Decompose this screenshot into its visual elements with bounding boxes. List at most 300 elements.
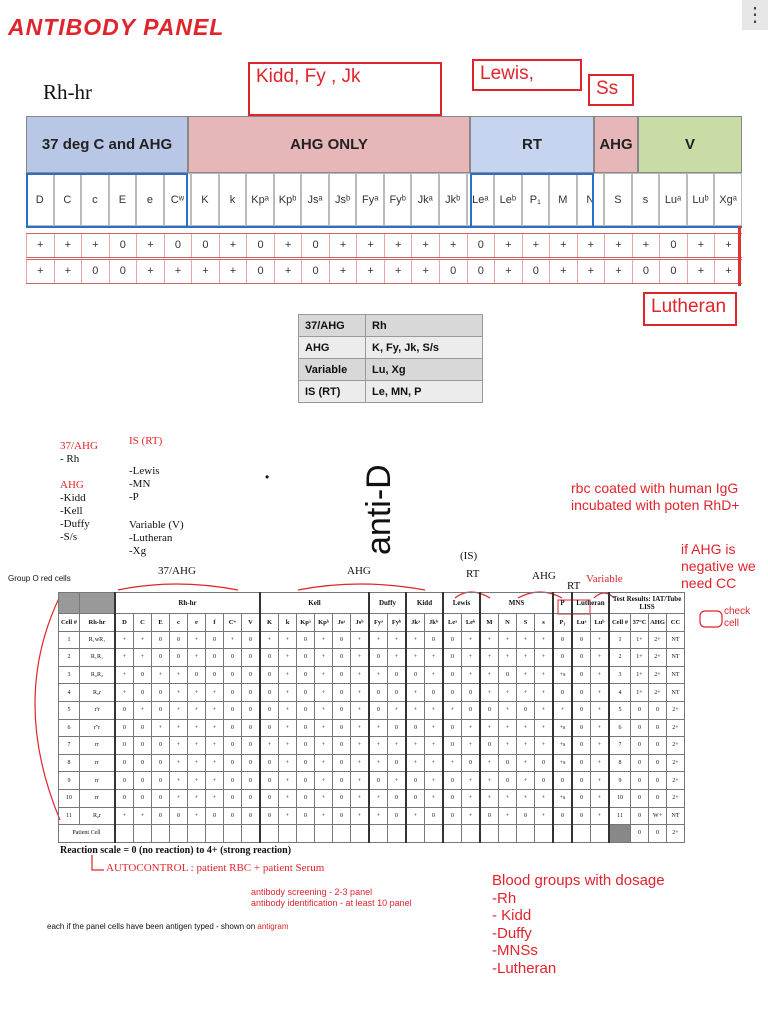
antigen-header: V xyxy=(242,614,261,632)
antigram-cell: + xyxy=(462,789,481,807)
antigram-cell: + xyxy=(115,631,134,649)
antigen-value-cell: + xyxy=(274,234,302,257)
antigram-cell: 0 xyxy=(206,649,224,667)
empty-cell xyxy=(297,825,315,843)
antigram-cell: 0 xyxy=(242,789,261,807)
antigram-cell: 0 xyxy=(260,649,279,667)
antigram-cell: + xyxy=(499,807,517,825)
antigram-cell: + xyxy=(188,684,206,702)
antigram-cell: 0 xyxy=(297,754,315,772)
table-row xyxy=(59,719,685,737)
antigen-value-cell: + xyxy=(687,260,715,283)
antigram-cell: 0 xyxy=(535,772,554,790)
antigen-value-cell: + xyxy=(549,260,577,283)
antigen-header: AHG xyxy=(649,614,667,632)
antigen-cell: K xyxy=(191,173,219,226)
antigram-cell: + xyxy=(188,737,206,755)
antigram-cell: + xyxy=(425,701,444,719)
antigram-cell: + xyxy=(517,631,535,649)
antigram-cell: 0 xyxy=(553,807,572,825)
antigen-cell: Leᵇ xyxy=(494,173,522,226)
antigram-cell: 0 xyxy=(480,807,499,825)
antigen-value-cell: + xyxy=(329,234,357,257)
group-rh-hr: Rh-hr xyxy=(115,593,260,614)
antigram-cell: + xyxy=(369,737,388,755)
antigram-cell: 0 xyxy=(517,807,535,825)
summary-key: Variable xyxy=(299,359,366,381)
antigram-cell: 10 xyxy=(59,789,80,807)
antigen-header: Cʷ xyxy=(224,614,242,632)
antigram-cell: 0 xyxy=(260,666,279,684)
antigram-cell: 0 xyxy=(443,719,462,737)
antigram-cell: + xyxy=(369,631,388,649)
antigram-cell: + xyxy=(591,754,610,772)
antigram-cell: + xyxy=(279,701,297,719)
antigen-value-cell: + xyxy=(384,260,412,283)
patient-result: 2+ xyxy=(667,825,685,843)
empty-cell xyxy=(369,825,388,843)
antigram-cell: + xyxy=(279,666,297,684)
antigram-cell: 2+ xyxy=(667,719,685,737)
antigen-header: Jsᵃ xyxy=(333,614,351,632)
antigram-cell: 0 xyxy=(297,684,315,702)
antigen-value-cell: + xyxy=(604,260,632,283)
antigram-cell: 0 xyxy=(152,789,170,807)
antigram-cell: 0 xyxy=(224,789,242,807)
antigram-cell: W+ xyxy=(649,807,667,825)
antigram-cell: + xyxy=(535,807,554,825)
antigram-cell: 0 xyxy=(333,666,351,684)
antigram-cell: 0 xyxy=(553,649,572,667)
antigram-cell: 0 xyxy=(462,701,481,719)
antigram-cell: 0 xyxy=(388,719,407,737)
antigen-header: Jkᵇ xyxy=(425,614,444,632)
antigen-value-cell: 0 xyxy=(246,234,274,257)
antigram-cell: 0 xyxy=(152,807,170,825)
antigen-value-cell: + xyxy=(54,260,82,283)
antigram-cell: 0 xyxy=(152,701,170,719)
antigram-cell: + xyxy=(499,631,517,649)
antigram-cell: 0 xyxy=(462,684,481,702)
antigram-cell: +s xyxy=(553,754,572,772)
antigram-cell: 0 xyxy=(369,649,388,667)
antigram-cell: + xyxy=(480,684,499,702)
antigram-cell: 0 xyxy=(443,772,462,790)
antigram-cell: + xyxy=(535,737,554,755)
antigram-cell: 0 xyxy=(115,789,134,807)
antigram-cell: 6 xyxy=(609,719,631,737)
antigram-cell: + xyxy=(315,737,333,755)
antigram-cell: +s xyxy=(553,737,572,755)
antigram-cell: + xyxy=(591,772,610,790)
antigram-cell: 0 xyxy=(572,789,591,807)
antigram-cell: 0 xyxy=(224,807,242,825)
antigram-cell: 0 xyxy=(152,754,170,772)
note-line: Blood groups with dosage xyxy=(492,872,665,889)
table-row xyxy=(59,737,685,755)
antigen-cell: E xyxy=(109,173,137,226)
more-options-icon[interactable]: ⋮ xyxy=(742,0,768,30)
antigram-cell: 0 xyxy=(572,719,591,737)
antigram-cell: 0 xyxy=(297,789,315,807)
antigram-cell: 0 xyxy=(480,701,499,719)
antigram-cell: 0 xyxy=(224,772,242,790)
antigen-header: K xyxy=(260,614,279,632)
antigram-cell: + xyxy=(425,649,444,667)
antigram-cell: 0 xyxy=(260,807,279,825)
antigram-cell: + xyxy=(499,719,517,737)
antigen-value-cell: + xyxy=(356,260,384,283)
antigram-cell: 11 xyxy=(59,807,80,825)
antigram-cell: + xyxy=(591,701,610,719)
antigram-cell: 2+ xyxy=(649,684,667,702)
antigen-value-cell: + xyxy=(411,234,439,257)
kidd-fy-jk-text: Kidd, Fy , Jk xyxy=(256,66,361,87)
antigram-cell: NT xyxy=(667,666,685,684)
label-rt: RT xyxy=(466,568,480,580)
antigram-cell: + xyxy=(351,807,370,825)
antigram-cell: 0 xyxy=(631,789,649,807)
header-rt: RT xyxy=(470,116,594,173)
antigram-cell: + xyxy=(279,772,297,790)
empty-cell xyxy=(480,825,499,843)
label-is: (IS) xyxy=(460,550,478,562)
antigram-cell: 0 xyxy=(152,631,170,649)
antigram-cell: + xyxy=(188,754,206,772)
autocontrol-note: AUTOCONTROL : patient RBC + patient Serum xyxy=(106,862,325,874)
antigen-value-cell: 0 xyxy=(522,260,550,283)
antigram-cell: 0 xyxy=(572,807,591,825)
antigram-cell: + xyxy=(517,772,535,790)
antigram-cell: 0 xyxy=(224,737,242,755)
antigram-cell: + xyxy=(535,701,554,719)
antigen-value-cell: + xyxy=(714,234,742,257)
antigen-value-cell: 0 xyxy=(659,234,687,257)
antigram-cell: + xyxy=(425,719,444,737)
note-line: -Kidd xyxy=(60,492,86,504)
antigram-cell: 0 xyxy=(134,772,152,790)
antigram-cell: 0 xyxy=(553,631,572,649)
antigram-cell: + xyxy=(462,631,481,649)
note-line: Variable (V) xyxy=(129,519,184,531)
antigram-cell: 0 xyxy=(631,807,649,825)
antigen-cell: P₁ xyxy=(522,173,550,226)
antigram-cell: 0 xyxy=(297,807,315,825)
note-line: -Duffy xyxy=(60,518,90,530)
note-line: -Rh xyxy=(492,889,517,907)
empty-cell xyxy=(553,825,572,843)
antigram-cell: + xyxy=(134,649,152,667)
antigram-cell: 0 xyxy=(224,754,242,772)
antigram-cell: + xyxy=(351,649,370,667)
antigram-cell: +s xyxy=(553,666,572,684)
antigram-cell: + xyxy=(134,807,152,825)
empty-cell xyxy=(333,825,351,843)
antigram-cell: 0 xyxy=(388,754,407,772)
antigram-cell: + xyxy=(315,684,333,702)
antigen-cell: Xgᵃ xyxy=(714,173,742,226)
note-line: IS (RT) xyxy=(129,435,163,447)
header-37-ahg: 37 deg C and AHG xyxy=(26,116,188,173)
antigram-cell: + xyxy=(369,666,388,684)
header-ahg: AHG xyxy=(594,116,638,173)
antigram-cell: + xyxy=(406,754,425,772)
antigram-cell: 0 xyxy=(242,737,261,755)
note-line: -MNSs xyxy=(492,942,538,959)
antigen-header: Cell # xyxy=(609,614,631,632)
antigram-cell: + xyxy=(170,789,188,807)
antigram-cell: + xyxy=(499,684,517,702)
antigram-cell: + xyxy=(406,737,425,755)
antigram-cell: 0 xyxy=(333,631,351,649)
antigram-cell: + xyxy=(188,807,206,825)
antigram-cell: 0 xyxy=(425,631,444,649)
antigen-header: Fyᵇ xyxy=(388,614,407,632)
antigram-cell: + xyxy=(279,789,297,807)
antigen-value-cell: + xyxy=(439,234,467,257)
empty-cell xyxy=(591,825,610,843)
note-line: rbc coated with human IgG xyxy=(571,480,739,496)
antigram-cell: + xyxy=(480,772,499,790)
antigram-cell: + xyxy=(499,789,517,807)
antigram-cell: + xyxy=(517,684,535,702)
antigram-cell: 0 xyxy=(333,807,351,825)
empty-cell xyxy=(188,825,206,843)
patient-cell-label: Patient Cell xyxy=(59,825,116,843)
antigen-header: N xyxy=(499,614,517,632)
group-lewis: Lewis xyxy=(443,593,480,614)
antigen-value-cell: 0 xyxy=(191,234,219,257)
empty-cell xyxy=(609,825,631,843)
antigram-cell: + xyxy=(170,754,188,772)
antigram-cell: 0 xyxy=(297,737,315,755)
note-line: -Xg xyxy=(129,545,147,557)
antigen-cell: Kpᵃ xyxy=(246,173,274,226)
summary-key: 37/AHG xyxy=(299,315,366,337)
antigram-cell: 0 xyxy=(115,701,134,719)
antigram-cell: 0 xyxy=(443,649,462,667)
antigram-cell: + xyxy=(279,684,297,702)
antigram-cell: 0 xyxy=(388,684,407,702)
antigen-header: e xyxy=(188,614,206,632)
antigram-cell: 0 xyxy=(206,666,224,684)
antigram-cell: + xyxy=(188,772,206,790)
summary-key: AHG xyxy=(299,337,366,359)
antigram-cell: + xyxy=(279,737,297,755)
antigram-cell: 7 xyxy=(609,737,631,755)
antigram-cell: + xyxy=(388,649,407,667)
antigram-cell: 0 xyxy=(649,789,667,807)
antigen-cell: Luᵇ xyxy=(687,173,715,226)
antigram-cell: 6 xyxy=(59,719,80,737)
antigen-header: D xyxy=(115,614,134,632)
antigram-cell: 0 xyxy=(443,737,462,755)
antigram-cell: 0 xyxy=(443,789,462,807)
screening-note xyxy=(251,887,412,909)
antigram-cell: 0 xyxy=(297,631,315,649)
antigram-cell: 0 xyxy=(553,772,572,790)
antigram-cell: 2+ xyxy=(667,789,685,807)
antigram-cell: + xyxy=(351,684,370,702)
antigram-cell: + xyxy=(115,807,134,825)
antigram-cell: + xyxy=(260,737,279,755)
antigram-cell: 0 xyxy=(333,772,351,790)
antigram-cell: + xyxy=(535,631,554,649)
antigram-cell: 0 xyxy=(572,701,591,719)
antigram-cell: + xyxy=(188,649,206,667)
empty-cell xyxy=(315,825,333,843)
antigram-cell: 0 xyxy=(297,772,315,790)
antigram-cell: + xyxy=(170,684,188,702)
antigram-cell: 11 xyxy=(609,807,631,825)
antigram-cell: 3 xyxy=(59,666,80,684)
antigram-cell: 0 xyxy=(443,631,462,649)
note-line: -Lutheran xyxy=(129,532,173,544)
antigram-cell: + xyxy=(535,684,554,702)
antigram-cell: 0 xyxy=(631,719,649,737)
note-line: antibody screening - 2-3 panel xyxy=(251,887,373,897)
antigram-cell: 0 xyxy=(572,684,591,702)
summary-value: Rh xyxy=(366,315,483,337)
antigen-value-cell: 0 xyxy=(164,234,192,257)
note-line: - Rh xyxy=(60,453,80,465)
antigram-cell: R₀r xyxy=(80,684,116,702)
antigram-cell: +s xyxy=(553,719,572,737)
empty-cell xyxy=(517,825,535,843)
antigen-cell: Jkᵃ xyxy=(411,173,439,226)
antigram-cell: + xyxy=(369,807,388,825)
antigram-cell: rr xyxy=(80,789,116,807)
antigram-cell: + xyxy=(188,631,206,649)
antigram-cell: NT xyxy=(667,807,685,825)
antigram-cell: 0 xyxy=(134,789,152,807)
antigram-cell: 0 xyxy=(170,649,188,667)
antigram-cell: 0 xyxy=(631,754,649,772)
antigram-cell: + xyxy=(425,754,444,772)
note-line: cell xyxy=(724,618,740,629)
antigram-cell: 0 xyxy=(260,719,279,737)
antigen-value-cell: + xyxy=(384,234,412,257)
antigram-cell: + xyxy=(315,807,333,825)
antigram-cell: + xyxy=(260,631,279,649)
antigen-value-cell: + xyxy=(219,260,247,283)
antigram-cell: 0 xyxy=(572,666,591,684)
antigram-cell: 0 xyxy=(224,701,242,719)
antigram-cell: + xyxy=(443,754,462,772)
antigram-cell: + xyxy=(480,754,499,772)
antigram-cell: 0 xyxy=(260,754,279,772)
antigram-cell: + xyxy=(134,701,152,719)
group-test-results: Test Results: IAT/Tube LISS xyxy=(609,593,685,614)
antigram-cell: 2+ xyxy=(667,772,685,790)
antigram-cell: 5 xyxy=(59,701,80,719)
antigram-cell: + xyxy=(480,649,499,667)
label-variable: Variable xyxy=(586,573,623,585)
note-line: negative we xyxy=(681,558,756,574)
footer-note xyxy=(47,922,289,931)
antigram-table xyxy=(58,592,685,843)
summary-key: IS (RT) xyxy=(299,381,366,403)
summary-value: K, Fy, Jk, S/s xyxy=(366,337,483,359)
antigram-cell: 0 xyxy=(649,772,667,790)
antigram-cell: + xyxy=(279,719,297,737)
antigram-cell: + xyxy=(388,737,407,755)
antigen-value-cell: + xyxy=(356,234,384,257)
antigram-cell: 0 xyxy=(242,807,261,825)
antigram-cell: + xyxy=(351,737,370,755)
antigram-cell: + xyxy=(553,701,572,719)
antigram-cell: + xyxy=(591,807,610,825)
antigen-cell: k xyxy=(219,173,247,226)
antigram-cell: 1 xyxy=(609,631,631,649)
patient-result: 0 xyxy=(631,825,649,843)
antigram-cell: + xyxy=(388,701,407,719)
antigram-cell: 0 xyxy=(388,807,407,825)
antigram-cell: + xyxy=(480,666,499,684)
antigen-header: S xyxy=(517,614,535,632)
antigram-cell: 0 xyxy=(406,789,425,807)
antigram-cell: 0 xyxy=(499,772,517,790)
antigram-cell: + xyxy=(351,789,370,807)
antigram-cell: + xyxy=(206,754,224,772)
antigen-header: Kpᵇ xyxy=(315,614,333,632)
label-ahg-2: AHG xyxy=(532,570,556,582)
antigram-cell: rr xyxy=(80,754,116,772)
antigram-cell: + xyxy=(388,772,407,790)
antigen-header: Leᵇ xyxy=(462,614,481,632)
patient-cell-row xyxy=(59,825,685,843)
antigram-cell: + xyxy=(591,649,610,667)
antigram-cell: rr xyxy=(80,772,116,790)
antigen-value-cell: + xyxy=(164,260,192,283)
ss-text: Ss xyxy=(596,78,619,99)
table-row xyxy=(59,631,685,649)
antigen-value-cell: + xyxy=(191,260,219,283)
empty-cell xyxy=(170,825,188,843)
antigram-cell: 0 xyxy=(170,631,188,649)
empty-cell xyxy=(443,825,462,843)
antigram-cell: 0 xyxy=(134,719,152,737)
antigen-value-cell: 0 xyxy=(632,260,660,283)
antigram-cell: + xyxy=(315,789,333,807)
note-line: -P xyxy=(129,491,139,503)
antigram-cell: + xyxy=(480,789,499,807)
group-blank xyxy=(80,593,116,614)
antigram-cell: + xyxy=(535,666,554,684)
antigen-value-cell: + xyxy=(522,234,550,257)
antigen-value-cell: + xyxy=(136,234,164,257)
antigram-cell: + xyxy=(535,789,554,807)
antigen-cell: c xyxy=(81,173,109,226)
table-row xyxy=(59,772,685,790)
antigram-cell: 0 xyxy=(260,684,279,702)
antigram-cell: 0 xyxy=(572,631,591,649)
antigram-cell: R₁wR₁ xyxy=(80,631,116,649)
note-line: if AHG is xyxy=(681,541,736,557)
antigram-cell: 0 xyxy=(517,701,535,719)
antigram-cell: + xyxy=(443,701,462,719)
antigram-cell: 0 xyxy=(297,666,315,684)
antigen-value-cell: + xyxy=(26,260,54,283)
antigen-header: 37°C xyxy=(631,614,649,632)
antigram-link[interactable]: antigram xyxy=(257,922,289,931)
antigram-cell: 0 xyxy=(170,807,188,825)
antigram-cell: + xyxy=(591,719,610,737)
empty-cell xyxy=(115,825,134,843)
antigram-cell: 8 xyxy=(59,754,80,772)
antigen-value-cell: 0 xyxy=(81,260,109,283)
antigram-cell: 0 xyxy=(242,649,261,667)
